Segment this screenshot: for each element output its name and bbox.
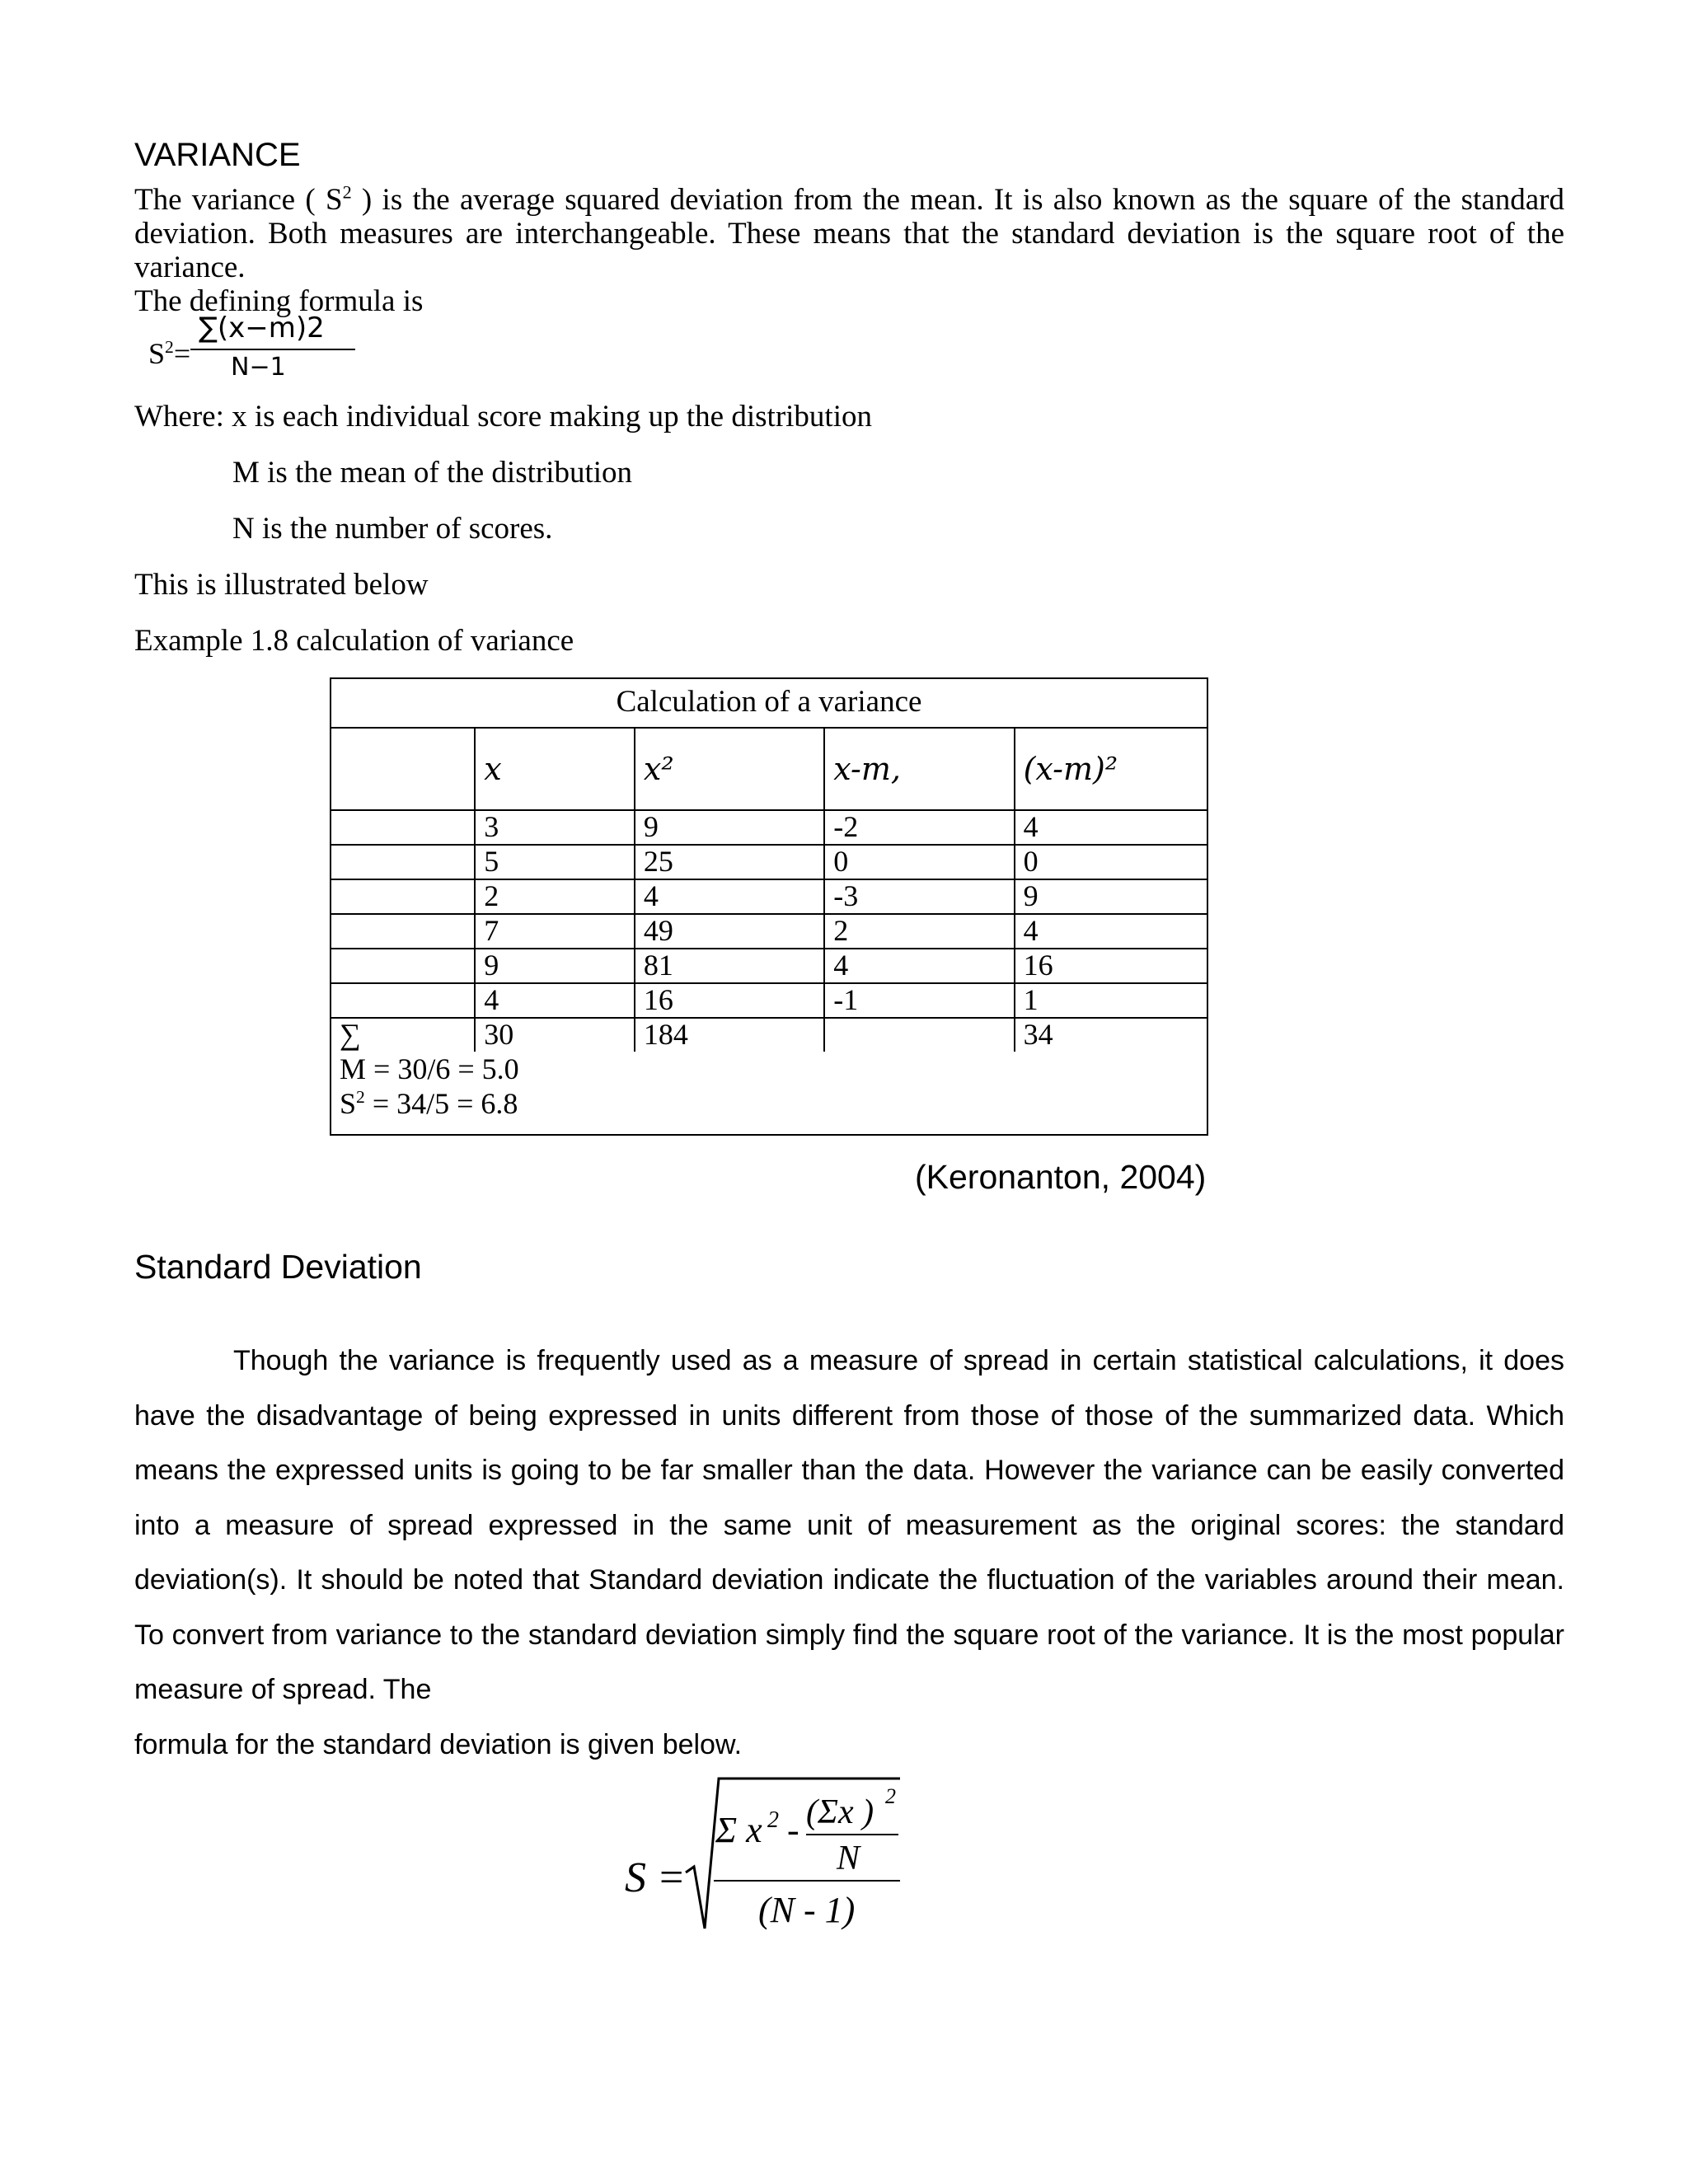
formula-fraction-bar — [190, 349, 355, 350]
variance-heading: VARIANCE — [134, 137, 301, 173]
sd-equals: = — [659, 1854, 684, 1901]
table-row — [331, 914, 1207, 949]
sd-paragraph-text: Though the variance is frequently used as a measure of spread in certain statistical calculations, it does have the disadvantage of being expressed in units different from those of those of the summarized data. Which means the expressed units is going to be far smaller than the data. However the variance can be easily converted into a measure of spread expressed in the same unit of measurement as the original scores: the standard deviation(s). It should be noted that Standard deviation indicate the fluctuation of the variables around their mean. To convert from variance to the standard deviation simply find the square root of the variance. It is the most popular measure of spread. The — [134, 1345, 1564, 1705]
table-cell: 4 — [475, 983, 635, 1018]
sum-x-minus-m-squared-cell: 34 — [1015, 1018, 1207, 1052]
sum-x-squared-cell: 184 — [635, 1018, 824, 1052]
table-cell — [331, 949, 475, 983]
table-cell: 0 — [824, 845, 1014, 879]
table-cell — [331, 879, 475, 914]
where-line: Where: x is each individual score making up the distribution — [134, 400, 872, 434]
mean-result: M = 30/6 = 5.0 — [340, 1052, 519, 1085]
table-header-row — [331, 728, 1207, 810]
table-cell — [331, 983, 475, 1018]
header-cell-x: x — [475, 728, 635, 810]
n-definition-line: N is the number of scores. — [232, 512, 553, 546]
table-cell: 2 — [475, 879, 635, 914]
table-row — [331, 949, 1207, 983]
header-cell-x-minus-m-squared: (x-m)² — [1015, 728, 1207, 810]
table-row — [331, 810, 1207, 845]
table-cell: 2 — [824, 914, 1014, 949]
intro-text-2: ) is the average squared deviation from the mean. It is also known as the square of the standard deviation. Both measures are interchangeable. These means that the standard deviation is the square root of the variance. — [134, 183, 1564, 284]
table-row — [331, 879, 1207, 914]
header-cell-x-squared: x² — [635, 728, 824, 810]
sum-symbol-cell: ∑ — [331, 1018, 475, 1052]
variance-table — [330, 727, 1208, 1136]
citation: (Keronanton, 2004) — [915, 1158, 1207, 1196]
table-cell: -2 — [824, 810, 1014, 845]
table-title-box — [330, 677, 1208, 729]
formula-numerator: ∑(x−m)2 — [199, 312, 325, 344]
sd-outer-denominator: (N - 1) — [758, 1890, 856, 1930]
variance-intro-paragraph — [134, 183, 1564, 318]
header-cell-x-minus-m: x-m, — [824, 728, 1014, 810]
table-cell: 0 — [1015, 845, 1207, 879]
table-cell: 16 — [635, 983, 824, 1018]
example-caption: Example 1.8 calculation of variance — [134, 624, 574, 658]
table-sum-row — [331, 1018, 1207, 1052]
table-cell: -1 — [824, 983, 1014, 1018]
table-cell: 4 — [1015, 810, 1207, 845]
table-cell — [331, 914, 475, 949]
sd-inner-numerator: (Σx ) — [806, 1793, 874, 1831]
table-cell — [331, 810, 475, 845]
table-cell: 4 — [1015, 914, 1207, 949]
table-cell — [331, 845, 475, 879]
header-cell — [331, 728, 475, 810]
sd-sum-x: Σ x — [715, 1810, 762, 1850]
table-cell: 4 — [635, 879, 824, 914]
sd-minus: - — [787, 1810, 799, 1850]
standard-deviation-heading: Standard Deviation — [134, 1248, 422, 1286]
radical-sign — [686, 1779, 900, 1929]
standard-deviation-paragraph — [134, 1333, 1564, 1772]
intro-superscript: 2 — [342, 181, 352, 203]
table-cell: 5 — [475, 845, 635, 879]
sd-inner-sup: 2 — [885, 1784, 896, 1808]
sd-lhs: S — [625, 1854, 646, 1901]
table-cell: 3 — [475, 810, 635, 845]
table-footer-cell — [331, 1052, 1207, 1135]
sd-paragraph-last: formula for the standard deviation is given below. — [134, 1728, 743, 1760]
table-title: Calculation of a variance — [616, 685, 922, 719]
formula-lhs: $S^2=$ — [148, 337, 191, 370]
table-row — [331, 983, 1207, 1018]
variance-result: $S^2 = 34/5 = 6.8$ — [340, 1087, 518, 1120]
intro-text-1: The variance ( S — [134, 183, 343, 217]
table-cell: 9 — [475, 949, 635, 983]
table-cell: 9 — [1015, 879, 1207, 914]
mean-definition-line: M is the mean of the distribution — [232, 456, 633, 490]
table-cell: 16 — [1015, 949, 1207, 983]
table-cell: 9 — [635, 810, 824, 845]
formula-denominator: N−1 — [231, 353, 286, 382]
sd-inner-denominator: N — [837, 1840, 860, 1877]
table-row — [331, 845, 1207, 879]
table-cell: 1 — [1015, 983, 1207, 1018]
table-cell: -3 — [824, 879, 1014, 914]
sum-x-minus-m-cell — [824, 1018, 1014, 1052]
sd-sum-x-sup: 2 — [767, 1807, 779, 1833]
sum-x-cell: 30 — [475, 1018, 635, 1052]
table-cell: 25 — [635, 845, 824, 879]
table-cell: 7 — [475, 914, 635, 949]
table-cell: 4 — [824, 949, 1014, 983]
illustrated-line: This is illustrated below — [134, 568, 429, 602]
table-cell: 81 — [635, 949, 824, 983]
table-footer-row — [331, 1052, 1207, 1135]
table-cell: 49 — [635, 914, 824, 949]
intro-text-last: The defining formula is — [134, 284, 424, 318]
